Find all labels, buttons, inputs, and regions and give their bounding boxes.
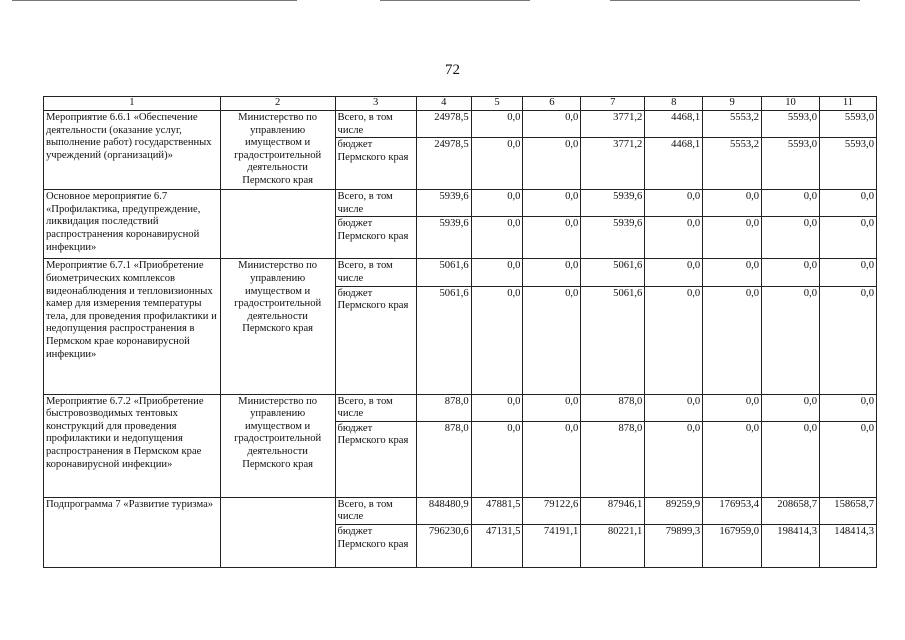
funding-value: 5593,0 <box>820 138 877 190</box>
column-number: 5 <box>471 97 523 111</box>
column-number: 9 <box>703 97 762 111</box>
funding-source: бюджет Пермского края <box>335 421 416 497</box>
funding-source: Всего, в том числе <box>335 190 416 217</box>
executor-name: Министерство по управлению имуществом и градостроительной деятельности Пермского края <box>220 111 335 190</box>
funding-value: 24978,5 <box>416 138 471 190</box>
funding-value: 80221,1 <box>581 524 645 567</box>
funding-value: 0,0 <box>762 286 820 394</box>
funding-value: 0,0 <box>471 286 523 394</box>
funding-value: 0,0 <box>523 394 581 421</box>
funding-value: 0,0 <box>762 421 820 497</box>
funding-value: 5061,6 <box>581 259 645 286</box>
funding-value: 0,0 <box>645 394 703 421</box>
funding-value: 0,0 <box>471 421 523 497</box>
funding-source: Всего, в том числе <box>335 497 416 524</box>
column-number: 7 <box>581 97 645 111</box>
funding-value: 3771,2 <box>581 138 645 190</box>
funding-value: 0,0 <box>523 111 581 138</box>
funding-value: 0,0 <box>523 259 581 286</box>
funding-value: 74191,1 <box>523 524 581 567</box>
column-number: 3 <box>335 97 416 111</box>
funding-value: 5939,6 <box>416 217 471 259</box>
funding-value: 0,0 <box>471 190 523 217</box>
column-number: 1 <box>44 97 221 111</box>
funding-value: 0,0 <box>523 217 581 259</box>
funding-value: 79122,6 <box>523 497 581 524</box>
funding-value: 878,0 <box>581 421 645 497</box>
funding-value: 0,0 <box>820 421 877 497</box>
funding-source: Всего, в том числе <box>335 394 416 421</box>
activity-name: Мероприятие 6.6.1 «Обеспечение деятельности (оказание услуг, выполнение работ) государственных учреждений (организаций)» <box>44 111 221 190</box>
funding-source: Всего, в том числе <box>335 111 416 138</box>
funding-value: 0,0 <box>762 190 820 217</box>
funding-value: 0,0 <box>703 217 762 259</box>
activity-name: Мероприятие 6.7.2 «Приобретение быстровозводимых тентовых конструкций для проведения профилактики и недопущения распространения в Пермском крае коронавирусной инфекции» <box>44 394 221 497</box>
program-funding-table <box>43 96 877 568</box>
scan-edge-line <box>610 0 860 1</box>
funding-value: 796230,6 <box>416 524 471 567</box>
funding-value: 0,0 <box>820 394 877 421</box>
funding-value: 87946,1 <box>581 497 645 524</box>
funding-value: 158658,7 <box>820 497 877 524</box>
funding-value: 0,0 <box>820 286 877 394</box>
funding-value: 5593,0 <box>762 111 820 138</box>
page-number: 72 <box>445 62 460 78</box>
executor-name: Министерство по управлению имуществом и градостроительной деятельности Пермского края <box>220 259 335 394</box>
table-row <box>44 111 877 138</box>
funding-value: 0,0 <box>762 394 820 421</box>
funding-value: 0,0 <box>523 421 581 497</box>
funding-value: 5939,6 <box>581 217 645 259</box>
header-row <box>44 97 877 111</box>
funding-value: 79899,3 <box>645 524 703 567</box>
table-row <box>44 497 877 524</box>
funding-value: 5593,0 <box>762 138 820 190</box>
funding-value: 5939,6 <box>416 190 471 217</box>
table-row <box>44 190 877 217</box>
funding-value: 0,0 <box>645 217 703 259</box>
funding-value: 167959,0 <box>703 524 762 567</box>
column-number: 6 <box>523 97 581 111</box>
column-number: 2 <box>220 97 335 111</box>
funding-value: 0,0 <box>471 111 523 138</box>
funding-value: 176953,4 <box>703 497 762 524</box>
funding-value: 4468,1 <box>645 111 703 138</box>
funding-value: 0,0 <box>471 138 523 190</box>
funding-value: 47881,5 <box>471 497 523 524</box>
funding-value: 5553,2 <box>703 111 762 138</box>
funding-source: бюджет Пермского края <box>335 286 416 394</box>
funding-value: 208658,7 <box>762 497 820 524</box>
funding-value: 89259,9 <box>645 497 703 524</box>
funding-value: 0,0 <box>762 259 820 286</box>
funding-value: 5939,6 <box>581 190 645 217</box>
funding-value: 148414,3 <box>820 524 877 567</box>
funding-value: 0,0 <box>820 259 877 286</box>
funding-value: 848480,9 <box>416 497 471 524</box>
funding-value: 0,0 <box>820 217 877 259</box>
executor-name <box>220 190 335 259</box>
funding-value: 5593,0 <box>820 111 877 138</box>
funding-value: 0,0 <box>471 394 523 421</box>
executor-name <box>220 497 335 567</box>
funding-source: бюджет Пермского края <box>335 138 416 190</box>
funding-value: 0,0 <box>703 421 762 497</box>
column-number: 11 <box>820 97 877 111</box>
table-row <box>44 259 877 286</box>
funding-value: 0,0 <box>645 190 703 217</box>
table-row <box>44 394 877 421</box>
funding-value: 5061,6 <box>416 259 471 286</box>
funding-value: 5061,6 <box>416 286 471 394</box>
funding-value: 47131,5 <box>471 524 523 567</box>
funding-value: 878,0 <box>416 421 471 497</box>
activity-name: Подпрограмма 7 «Развитие туризма» <box>44 497 221 567</box>
funding-value: 4468,1 <box>645 138 703 190</box>
funding-value: 0,0 <box>523 190 581 217</box>
funding-value: 198414,3 <box>762 524 820 567</box>
column-number: 4 <box>416 97 471 111</box>
funding-value: 3771,2 <box>581 111 645 138</box>
funding-value: 0,0 <box>471 259 523 286</box>
funding-value: 0,0 <box>703 286 762 394</box>
funding-value: 0,0 <box>645 259 703 286</box>
funding-value: 0,0 <box>645 421 703 497</box>
scan-edge-line <box>12 0 297 1</box>
funding-value: 5061,6 <box>581 286 645 394</box>
funding-source: бюджет Пермского края <box>335 524 416 567</box>
activity-name: Основное мероприятие 6.7 «Профилактика, предупреждение, ликвидация последствий распространения коронавирусной инфекции» <box>44 190 221 259</box>
funding-value: 0,0 <box>471 217 523 259</box>
funding-value: 5553,2 <box>703 138 762 190</box>
funding-value: 24978,5 <box>416 111 471 138</box>
executor-name: Министерство по управлению имуществом и градостроительной деятельности Пермского края <box>220 394 335 497</box>
funding-value: 0,0 <box>645 286 703 394</box>
funding-value: 0,0 <box>523 286 581 394</box>
column-number: 10 <box>762 97 820 111</box>
funding-value: 0,0 <box>703 259 762 286</box>
funding-value: 0,0 <box>762 217 820 259</box>
funding-value: 878,0 <box>416 394 471 421</box>
scan-edge-line <box>380 0 530 1</box>
column-number: 8 <box>645 97 703 111</box>
funding-source: бюджет Пермского края <box>335 217 416 259</box>
funding-value: 878,0 <box>581 394 645 421</box>
funding-value: 0,0 <box>703 190 762 217</box>
funding-value: 0,0 <box>703 394 762 421</box>
funding-value: 0,0 <box>523 138 581 190</box>
funding-value: 0,0 <box>820 190 877 217</box>
funding-source: Всего, в том числе <box>335 259 416 286</box>
activity-name: Мероприятие 6.7.1 «Приобретение биометрических комплексов видеонаблюдения и тепловизионных камер для измерения температуры тела, для проведения профилактики и недопущения распространения в Пермском крае коронавирусной инфекции» <box>44 259 221 394</box>
